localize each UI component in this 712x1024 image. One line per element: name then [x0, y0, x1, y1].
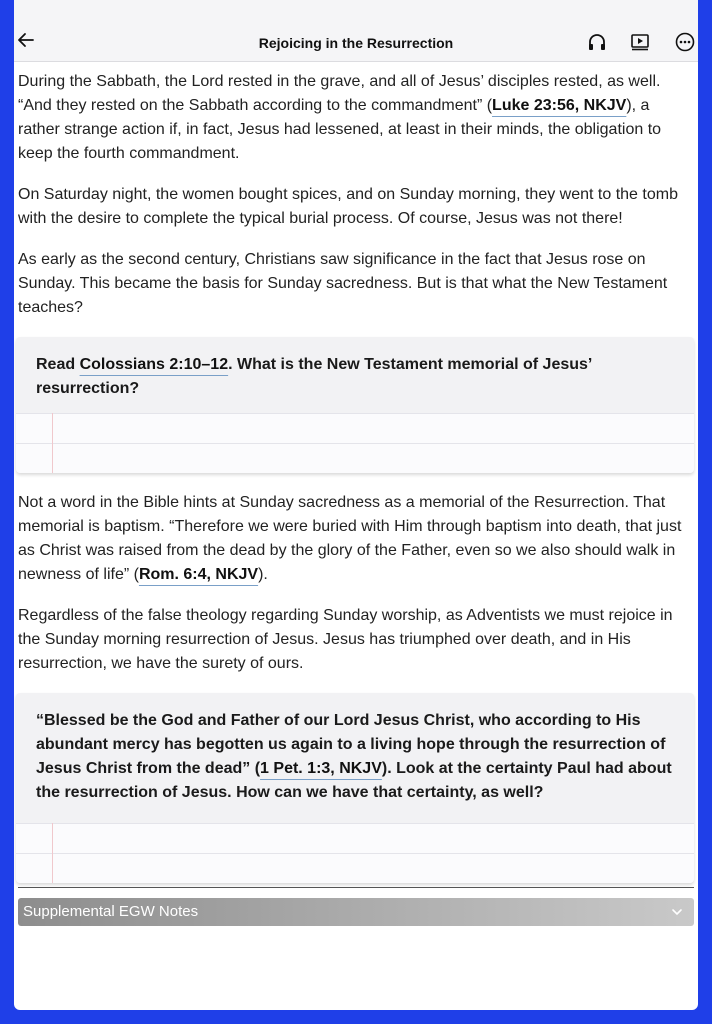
paragraph-2: On Saturday night, the women bought spices, and on Sunday morning, they went to the tomb with the desire to complete the typical burial process. Of course, Jesus was not there! [18, 186, 678, 227]
back-arrow-icon[interactable] [16, 30, 36, 50]
section-divider [18, 887, 694, 888]
lesson-content [18, 70, 690, 901]
scripture-link-1-pet-1-3[interactable]: 1 Pet. 1:3, NKJV [260, 760, 382, 777]
scripture-link-colossians-2-10-12[interactable]: Colossians 2:10–12 [79, 356, 229, 373]
paragraph-3: As early as the second century, Christians saw significance in the fact that Jesus rose on Sunday. This became the basis for Sunday sacredness. But is that what the New Testament teaches? [18, 251, 668, 316]
scripture-link-rom-6-4[interactable]: Rom. 6:4, NKJV [138, 566, 259, 583]
scripture-link-luke-23-56[interactable]: Luke 23:56, NKJV [492, 97, 627, 114]
app-screen [14, 0, 698, 1010]
video-play-icon[interactable] [629, 31, 651, 53]
answer-textarea[interactable] [16, 413, 694, 473]
top-bar [14, 0, 698, 62]
headphones-icon[interactable] [586, 31, 608, 53]
paragraph-1: During the Sabbath, the Lord rested in the grave, and all of Jesus’ disciples rested, as well. “And they rested on the Sabbath according to the commandment” (Luke 23:56, NKJV), a rather strange action if, in fact, Jesus had lessened, at least in their minds, the obligation to keep the fourth commandment. [18, 73, 662, 162]
answer-textarea[interactable] [16, 823, 694, 883]
page-title: Rejoicing in the Resurrection [258, 35, 454, 51]
supplemental-egw-notes-toggle[interactable] [18, 898, 694, 926]
paragraph-5: Regardless of the false theology regarding Sunday worship, as Adventists we must rejoice in the Sunday morning resurrection of Jesus. Jesus has triumphed over death, and in His resurrection, we have the surety of ours. [18, 607, 673, 672]
more-options-icon[interactable] [674, 31, 696, 53]
question-text: Read Colossians 2:10–12. What is the New Testament memorial of Jesus’ resurrection? [36, 356, 592, 397]
question-card-1 [16, 337, 694, 473]
supplemental-label: Supplemental EGW Notes [23, 903, 199, 920]
question-text: “Blessed be the God and Father of our Lord Jesus Christ, who according to His abundant mercy has begotten us again to a living hope through the resurrection of Jesus Christ from the dead” (1 Pet. 1:3, NKJV). Look at the certainty Paul had about the resurrection of Jesus. How can we have that certainty, as well? [36, 712, 672, 801]
question-card-2 [16, 693, 694, 883]
chevron-down-icon [670, 905, 684, 919]
paragraph-4: Not a word in the Bible hints at Sunday sacredness as a memorial of the Resurrection. That memorial is baptism. “Therefore we were buried with Him through baptism into death, that just as Christ was raised from the dead by the glory of the Father, even so we also should walk in newness of life” (Rom. 6:4, NKJV). [18, 494, 682, 583]
